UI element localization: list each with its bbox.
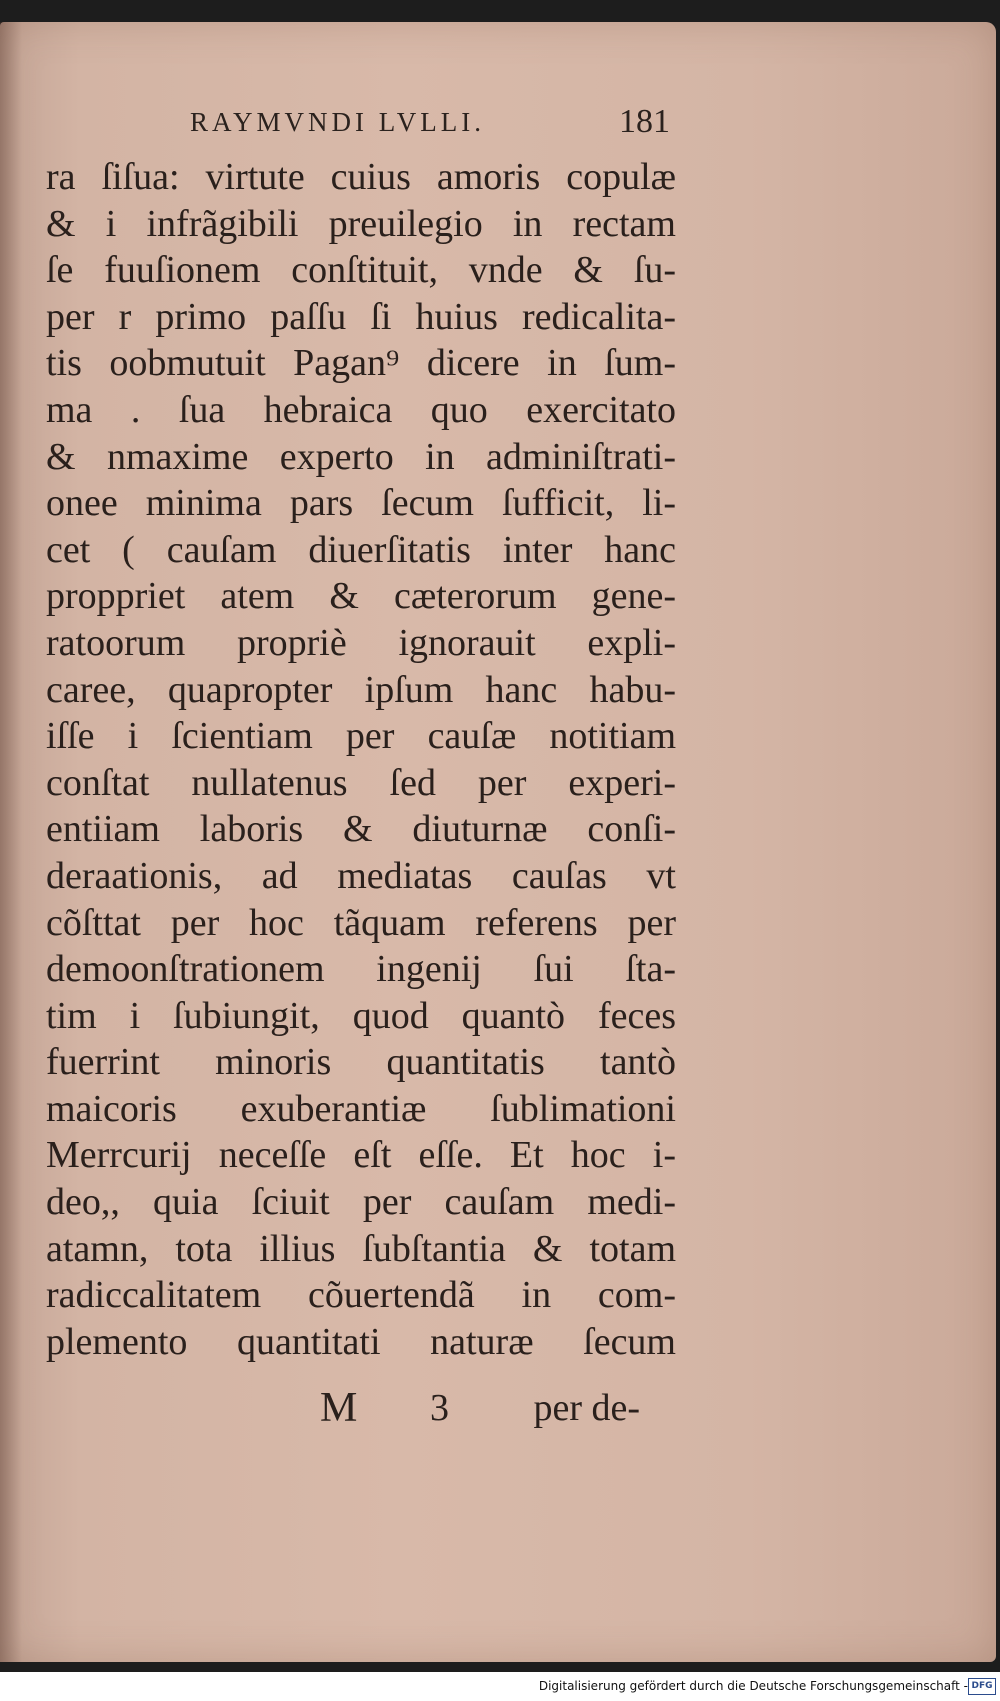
book-page (0, 22, 996, 1662)
text-line: entiiam laboris & diuturnæ conſi- (46, 808, 676, 851)
digitization-credit-bar (0, 1672, 1000, 1701)
page-footer (320, 1384, 640, 1434)
text-line: onee minima pars ſecum ſufficit, li- (46, 482, 676, 525)
text-line: tis oobmutuit Pagan⁹ dicere in ſum- (46, 342, 676, 385)
page-number: 181 (619, 103, 670, 140)
page-header (190, 103, 670, 147)
text-line: demoonſtrationem ingenij ſui ſta- (46, 948, 676, 991)
catchword: per de- (533, 1387, 640, 1429)
gutter-shadow (0, 22, 22, 1662)
text-line: per r primo paſſu ſi huius redicalita- (46, 295, 676, 338)
text-line: maicoris exuberantiæ ſublimationi (46, 1087, 676, 1130)
text-line: & nmaxime experto in adminiſtrati- (46, 435, 676, 478)
text-line: deo,, quia ſciuit per cauſam medi- (46, 1181, 676, 1224)
text-line: radiccalitatem cõuertendã in com- (46, 1274, 676, 1317)
text-line: atamn, tota illius ſubſtantia & totam (46, 1227, 676, 1270)
text-line: iſſe i ſcientiam per cauſæ notitiam (46, 715, 676, 758)
text-line: conſtat nullatenus ſed per experi- (46, 761, 676, 804)
funding-credit: Digitalisierung gefördert durch die Deutsche Forschungsgemeinschaft - (538, 1679, 968, 1693)
body-text (46, 154, 676, 1365)
text-line: ratoorum propriè ignorauit expli- (46, 621, 676, 664)
text-line: fuerrint minoris quantitatis tantò (46, 1041, 676, 1084)
text-line: ra ſiſua: virtute cuius amoris copulæ (46, 156, 676, 198)
text-line: cet ( cauſam diuerſitatis inter hanc (46, 528, 676, 571)
text-line: plemento quantitati naturæ ſecum (46, 1320, 676, 1363)
text-line: ma . ſua hebraica quo exercitato (46, 388, 676, 431)
text-line: ſe fuuſionem conſtituit, vnde & ſu- (46, 249, 676, 292)
dfg-logo: DFG (968, 1678, 996, 1695)
text-line: tim i ſubiungit, quod quantò feces (46, 994, 676, 1037)
signature-number: 3 (430, 1387, 449, 1429)
text-line: caree, quapropter ipſum hanc habu- (46, 668, 676, 711)
text-line: cõſttat per hoc tãquam referens per (46, 901, 676, 944)
text-line: deraationis, ad mediatas cauſas vt (46, 854, 676, 897)
running-title: RAYMVNDI LVLLI. (190, 107, 486, 137)
signature-mark: M (320, 1385, 358, 1431)
text-line: Merrcurij neceſſe eſt eſſe. Et hoc i- (46, 1134, 676, 1177)
text-line: proppriet atem & cæterorum gene- (46, 575, 676, 618)
text-line: & i infrãgibili preuilegio in rectam (46, 202, 676, 245)
